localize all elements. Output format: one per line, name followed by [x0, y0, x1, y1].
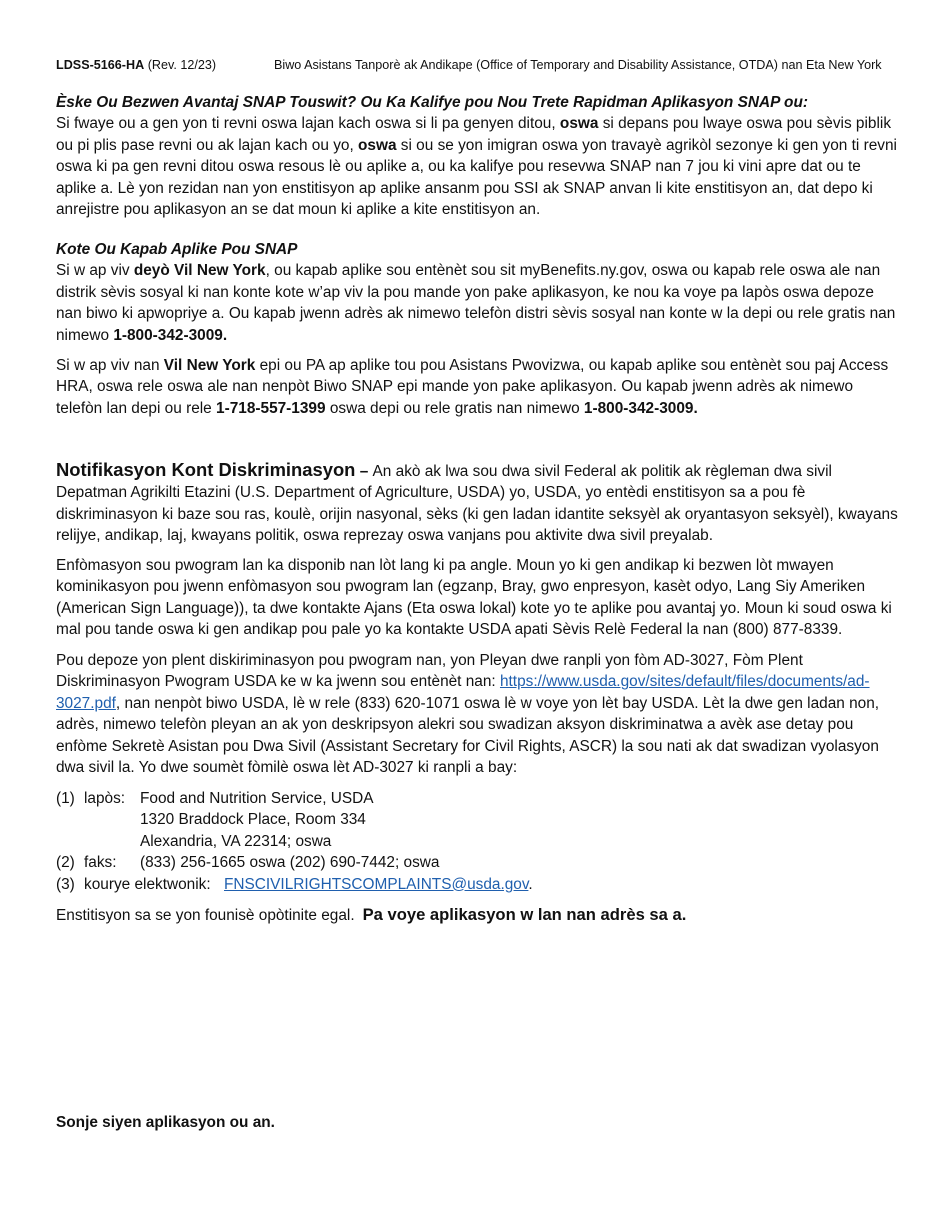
- program-info-text: Enfòmasyon sou pwogram lan ka disponib nan lòt lang ki pa angle. Moun yo ki gen andikap ki bezwen lòt mwayen kominikasyon pou jwenn enfòmasyon sou pwogram lan (egzanp, Bray, gwo enpresyon, kasèt odyo, Lang Siy Ameriken (American Sign Language)), ta dwe kontakte Ajans (Eta oswa lokal) kote yo te aplike pou avantaj yo. Moun ki soud oswa ki mal pou tande oswa ki gen andikap pou pale yo ka kontakte USDA apati Sèvis Relè Federal la nan (800) 877-8339.: [56, 557, 892, 639]
- list-number: (2): [56, 854, 75, 872]
- form-revision: (Rev. 12/23): [147, 58, 217, 72]
- text: epi ou PA ap aplike tou pou Asistans Pwovizwa, ou kapab aplike sou entènèt sou paj Access HRA, oswa rele oswa ale nan nenpòt Biwo SNAP epi mande yon pake aplikasyon. Ou kapab jwenn adrès ak nimewo telefòn lan depi ou rele: [56, 357, 889, 417]
- do-not-mail-notice: Pa voye aplikasyon w lan nan adrès sa a.: [362, 905, 687, 924]
- address-line: Alexandria, VA 22314; oswa: [140, 832, 332, 850]
- nondiscrimination-title: Notifikasyon Kont Diskriminasyon: [56, 459, 356, 480]
- expedited-heading: Èske Ou Bezwen Avantaj SNAP Touswit? Ou Ka Kalifye pou Nou Trete Rapidman Aplikasyon SNAP ou:: [56, 94, 808, 111]
- text: Pou depoze yon plent diskiriminasyon pou pwogram nan, yon Pleyan dwe ranpli yon fòm AD-3027, Fòm Plent Diskriminasyon Pwogram USDA ke w ka jwenn sou entènèt nan:: [56, 652, 803, 691]
- expedited-section: [56, 92, 898, 220]
- outside-nyc: deyò Vil New York: [133, 262, 266, 280]
- text: , nan nenpòt biwo USDA, lè w rele (833) 620-1071 oswa lè w voye yon lèt bay USDA. Lèt la dwe gen ladan non, adrès, nimewo telefòn pleyan an ak yon deskripsyon alekri sou swadizan aksyon diskriminatwa a avèk ase detay pou enfòme Sekretè Asistan pou Dwa Sivil (Assistant Secretary for Civil Rights, ASCR) la sou nati ak dat swadizan vyolasyon dwa sivil la. Yo dwe soumèt fòmilè oswa lèt AD-3027 ki ranpli a bay:: [56, 694, 880, 777]
- text: Si w ap viv nan: [56, 357, 164, 374]
- where-apply-section: [56, 239, 898, 346]
- email-row: [56, 874, 898, 895]
- expedited-or-1: oswa: [559, 115, 599, 133]
- email-link[interactable]: FNSCIVILRIGHTSCOMPLAINTS@usda.gov: [224, 875, 529, 893]
- period: .: [528, 875, 533, 893]
- where-apply-para-1: [56, 260, 898, 346]
- nondiscrimination-para-2: [56, 555, 898, 641]
- address-list: [56, 788, 898, 895]
- dash: –: [355, 463, 373, 480]
- list-number: (3): [56, 875, 75, 893]
- text: , ou kapab aplike sou entènèt sou sit myBenefits.ny.gov, oswa ou kapab rele oswa ale nan distrik sèvis sosyal ki nan konte kote w’ap viv la pou mande yon pake aplikasyon, ke nou ka voye pa lapòs oswa depoze nan biwo ki apwopriye a. Ou kapab jwenn adrès ak nimewo telefòn distri sèvis sosyal nan konte w la depi ou rele gratis nan nimewo: [56, 262, 896, 344]
- email-label: kourye elektwonik:: [84, 875, 211, 893]
- ad3027-link[interactable]: https://www.usda.gov/sites/default/files/documents/ad-3027.pdf: [56, 673, 870, 712]
- nondiscrimination-para-1: [56, 459, 898, 547]
- list-number: (1): [56, 790, 75, 807]
- agency-name: Biwo Asistans Tanporè ak Andikape (Office of Temporary and Disability Assistance, OTDA) nan Eta New York: [274, 58, 882, 72]
- phone-number: 1-718-557-1399: [216, 399, 326, 417]
- nondiscrimination-text: An akò ak lwa sou dwa sivil Federal ak politik ak règleman dwa sivil Depatman Agrikilti Etazini (U.S. Department of Agriculture, USDA) yo, USDA, yo entèdi enstitisyon sa a pou fè diskriminasyon ki baze sou ras, koulè, orijin nasyonal, sèks (ki gen ladan idantite seksyèl ak oryantasyon seksyèl), kwayans relijye, andikap, laj, kwayans politik, oswa reprezay oswa vanjans pou aktivite dwa sivil preyalab.: [56, 463, 898, 545]
- where-apply-heading: Kote Ou Kapab Aplike Pou SNAP: [56, 241, 298, 258]
- address-line: Food and Nutrition Service, USDA: [140, 790, 374, 807]
- nyc: Vil New York: [163, 357, 256, 374]
- nyc-apply-para: [56, 355, 898, 419]
- phone-number: 1-800-342-3009.: [583, 399, 698, 417]
- closing-line: [56, 904, 686, 926]
- expedited-text-2: si depans pou lwaye oswa pou sèvis piblik ou pi plis pase revni ou ak lajan kach ou yo,: [56, 115, 892, 154]
- form-number: LDSS-5166-HA: [56, 58, 145, 72]
- text: oswa depi ou rele gratis nan nimewo: [325, 399, 584, 417]
- expedited-body: [56, 113, 898, 220]
- fax-row: [56, 852, 898, 873]
- expedited-text-3: si ou se yon imigran oswa yon travayè agrikòl sezonye ki gen yon ti revni oswa ki pa gen revni ditou oswa resous lè ou aplike a, ou ka kalifye pou resevwa SNAP nan 7 jou ki vini apre dat ou te aplike a. Lè yon rezidan nan yon enstitisyon ap aplike ansanm pou SSI ak SNAP anvan li kite enstitisyon an, dat depo ki anrejistre pou aplikasyon an se dat moun ki aplike a kite enstitisyon an.: [56, 136, 897, 219]
- form-id: [56, 57, 216, 73]
- phone-number: 1-800-342-3009.: [113, 326, 228, 344]
- expedited-text-1: Si fwaye ou a gen yon ti revni oswa lajan kach oswa si li pa genyen ditou,: [56, 115, 560, 133]
- mail-address: [140, 788, 374, 852]
- mail-label: lapòs:: [84, 790, 126, 807]
- sign-reminder: Sonje siyen aplikasyon ou an.: [56, 1114, 275, 1131]
- mail-row: [56, 788, 898, 852]
- fax-numbers: (833) 256-1665 oswa (202) 690-7442; oswa: [140, 854, 440, 872]
- complaint-para: [56, 650, 898, 778]
- fax-label: faks:: [84, 854, 117, 872]
- address-line: 1320 Braddock Place, Room 334: [140, 811, 366, 829]
- text: Si w ap viv: [56, 262, 134, 280]
- expedited-or-2: oswa: [358, 136, 397, 154]
- equal-opportunity-statement: Enstitisyon sa se yon founisè opòtinite egal.: [56, 907, 355, 924]
